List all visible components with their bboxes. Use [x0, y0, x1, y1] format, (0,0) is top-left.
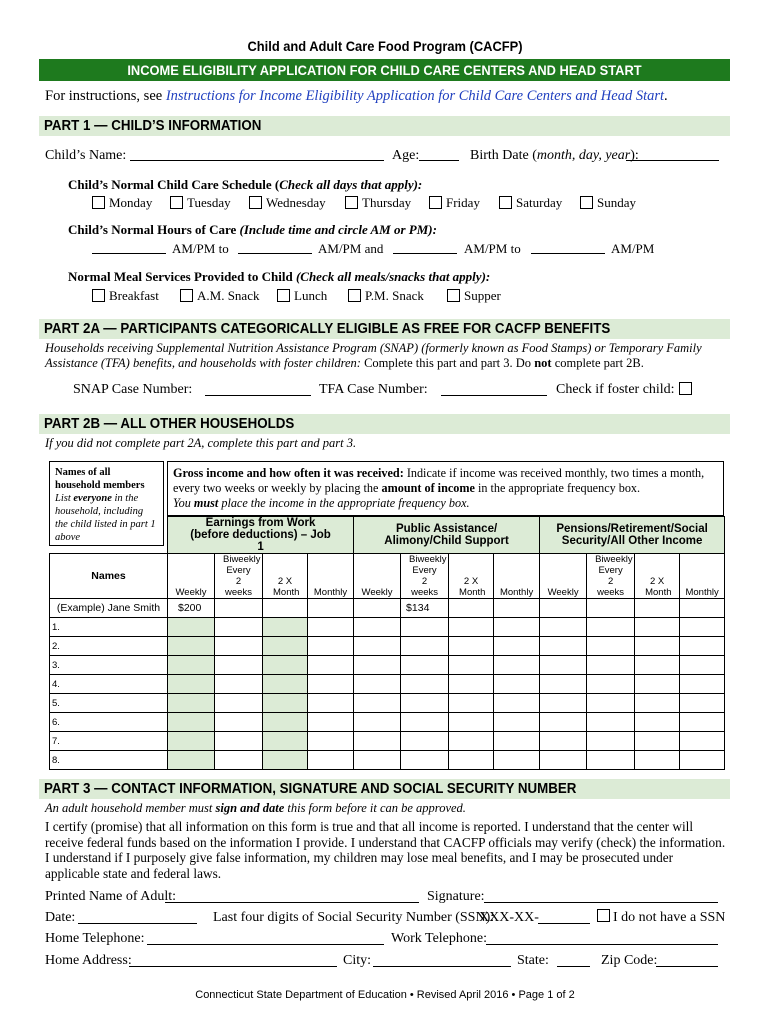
hours-part-3: AM/PM to	[464, 241, 521, 256]
day-thursday[interactable]: Thursday	[345, 195, 411, 211]
row-number[interactable]: 1.	[50, 618, 168, 637]
part3-note: An adult household member must sign and date this form before it can be approved.	[45, 801, 466, 815]
freq-weekly-2: Weekly	[354, 554, 401, 599]
income-cell[interactable]	[449, 618, 494, 637]
income-cell[interactable]	[168, 656, 215, 675]
snap-label: SNAP Case Number:	[73, 382, 193, 397]
income-cell[interactable]	[494, 618, 540, 637]
day-wednesday[interactable]: Wednesday	[249, 195, 326, 211]
income-cell[interactable]	[354, 751, 401, 770]
income-cell[interactable]	[263, 637, 308, 656]
income-cell[interactable]	[215, 732, 263, 751]
zip-field[interactable]	[656, 953, 718, 967]
income-cell[interactable]	[680, 732, 725, 751]
hours-label: Child’s Normal Hours of Care (Include time and circle AM or PM):	[68, 222, 437, 237]
income-cell[interactable]	[308, 618, 354, 637]
income-cell[interactable]	[168, 713, 215, 732]
income-cell[interactable]	[354, 675, 401, 694]
day-tuesday[interactable]: Tuesday	[170, 195, 231, 211]
income-cell[interactable]	[354, 694, 401, 713]
income-cell[interactable]	[635, 637, 680, 656]
income-cell[interactable]	[449, 675, 494, 694]
example-earnings-weekly: $200	[168, 599, 215, 618]
day-sunday[interactable]: Sunday	[580, 195, 636, 211]
row-number[interactable]: 5.	[50, 694, 168, 713]
income-cell[interactable]	[308, 656, 354, 675]
birth-date-label: Birth Date (month, day, year):	[470, 148, 639, 163]
freq-monthly-1: Monthly	[308, 554, 354, 599]
home-address-label: Home Address:	[45, 953, 132, 968]
meal-breakfast[interactable]: Breakfast	[92, 288, 159, 304]
table-row	[50, 694, 725, 713]
income-cell[interactable]	[587, 637, 635, 656]
income-cell[interactable]	[449, 656, 494, 675]
foster-checkbox[interactable]	[679, 382, 692, 395]
income-cell[interactable]	[263, 618, 308, 637]
table-row	[50, 618, 725, 637]
birth-date-field[interactable]	[626, 147, 719, 161]
childs-name-field[interactable]	[130, 147, 384, 161]
income-cell[interactable]	[540, 656, 587, 675]
income-cell[interactable]	[263, 694, 308, 713]
income-cell[interactable]	[308, 751, 354, 770]
row-number[interactable]: 6.	[50, 713, 168, 732]
income-cell[interactable]	[494, 694, 540, 713]
row-number[interactable]: 2.	[50, 637, 168, 656]
income-cell[interactable]	[680, 618, 725, 637]
hours-start-field[interactable]	[92, 240, 166, 254]
date-field[interactable]	[78, 910, 197, 924]
income-cell[interactable]	[540, 713, 587, 732]
breakfast-checkbox[interactable]	[92, 289, 105, 302]
part2a-description: Households receiving Supplemental Nutrition Assistance Program (SNAP) (formerly known as Food Stamps) or Temporary Family Assistance (TFA) benefits, and households with foster children: Complete this part and part 3. Do not complete part 2B.	[45, 341, 702, 370]
monday-checkbox[interactable]	[92, 196, 105, 209]
day-saturday[interactable]: Saturday	[499, 195, 562, 211]
income-cell[interactable]	[168, 732, 215, 751]
income-cell[interactable]	[680, 751, 725, 770]
home-address-field[interactable]	[129, 953, 337, 967]
income-cell[interactable]	[449, 732, 494, 751]
income-cell[interactable]	[308, 713, 354, 732]
day-friday[interactable]: Friday	[429, 195, 480, 211]
income-cell[interactable]	[449, 694, 494, 713]
income-cell[interactable]	[263, 732, 308, 751]
part2b-note: If you did not complete part 2A, complete this part and part 3.	[45, 436, 357, 450]
childs-name-label: Child’s Name:	[45, 148, 127, 163]
meal-am-snack[interactable]: A.M. Snack	[180, 288, 259, 304]
hours-part-4: AM/PM	[611, 241, 655, 256]
table-row	[50, 675, 725, 694]
freq-2x-2: 2 X Month	[449, 554, 494, 599]
part3-heading: PART 3 — CONTACT INFORMATION, SIGNATURE AND SOCIAL SECURITY NUMBER	[39, 779, 730, 799]
income-cell[interactable]	[635, 656, 680, 675]
ssn-field[interactable]	[538, 910, 590, 924]
tuesday-checkbox[interactable]	[170, 196, 183, 209]
income-cell[interactable]	[308, 675, 354, 694]
income-cell[interactable]	[308, 694, 354, 713]
printed-name-field[interactable]	[165, 889, 419, 903]
income-cell[interactable]	[587, 732, 635, 751]
income-cell[interactable]	[308, 732, 354, 751]
income-cell[interactable]	[401, 694, 449, 713]
income-cell[interactable]	[680, 713, 725, 732]
saturday-checkbox[interactable]	[499, 196, 512, 209]
day-monday[interactable]: Monday	[92, 195, 152, 211]
income-cell[interactable]	[540, 618, 587, 637]
hours-end-field[interactable]	[238, 240, 312, 254]
instructions-link[interactable]: Instructions for Income Eligibility Application for Child Care Centers and Head Start	[165, 88, 665, 104]
snap-field[interactable]	[205, 382, 311, 396]
income-cell[interactable]	[635, 751, 680, 770]
income-cell[interactable]	[354, 713, 401, 732]
income-cell[interactable]	[401, 713, 449, 732]
freq-weekly-3: Weekly	[540, 554, 587, 599]
income-cell[interactable]	[494, 732, 540, 751]
no-ssn-checkbox[interactable]	[597, 909, 610, 922]
pm-snack-checkbox[interactable]	[348, 289, 361, 302]
income-cell[interactable]	[215, 675, 263, 694]
income-cell[interactable]	[494, 713, 540, 732]
form-title: Child and Adult Care Food Program (CACFP)	[247, 38, 523, 54]
date-label: Date:	[45, 910, 76, 925]
income-cell[interactable]	[540, 751, 587, 770]
row-number[interactable]: 7.	[50, 732, 168, 751]
hours-part-2: AM/PM and	[318, 241, 384, 256]
income-cell[interactable]	[168, 675, 215, 694]
part1-heading: PART 1 — CHILD’S INFORMATION	[39, 116, 730, 136]
income-cell[interactable]	[354, 618, 401, 637]
income-table	[49, 516, 725, 770]
example-assist-biweekly: $134	[401, 599, 449, 618]
income-cell[interactable]	[680, 694, 725, 713]
income-cell[interactable]	[635, 713, 680, 732]
table-row	[50, 656, 725, 675]
hours-part-1: AM/PM to	[172, 241, 229, 256]
group-assistance: Public Assistance/ Alimony/Child Support	[354, 517, 540, 554]
part2a-heading: PART 2A — PARTICIPANTS CATEGORICALLY ELIGIBLE AS FREE FOR CACFP BENEFITS	[39, 319, 730, 339]
ssn-label: Last four digits of Social Security Number (SSN):	[213, 910, 495, 925]
work-phone-label: Work Telephone:	[391, 931, 487, 946]
income-cell[interactable]	[680, 637, 725, 656]
table-row	[50, 751, 725, 770]
table-row	[50, 637, 725, 656]
ssn-prefix: XXX-XX-	[479, 910, 539, 925]
income-cell[interactable]	[635, 732, 680, 751]
supper-checkbox[interactable]	[447, 289, 460, 302]
income-cell[interactable]	[354, 732, 401, 751]
thursday-checkbox[interactable]	[345, 196, 358, 209]
income-cell[interactable]	[540, 675, 587, 694]
income-cell[interactable]	[635, 675, 680, 694]
age-field[interactable]	[419, 147, 459, 161]
table-row	[50, 713, 725, 732]
income-cell[interactable]	[540, 637, 587, 656]
hours-end2-field[interactable]	[531, 240, 605, 254]
age-label: Age:	[392, 148, 420, 163]
income-cell[interactable]	[215, 656, 263, 675]
city-field[interactable]	[373, 953, 511, 967]
printed-name-label: Printed Name of Adult:	[45, 889, 177, 904]
freq-biweekly-2: Biweekly Every 2 weeks	[401, 554, 449, 599]
foster-label: Check if foster child:	[556, 382, 675, 397]
zip-label: Zip Code:	[601, 953, 658, 968]
income-cell[interactable]	[635, 618, 680, 637]
lunch-checkbox[interactable]	[277, 289, 290, 302]
certification-text: I certify (promise) that all information on this form is true and that all income is reported. I understand that the center will receive federal funds based on the information I provide. I understand that CACFP officials may verify (check) the information. I understand if I purposely give false information, my children may lose meal benefits, and I may be prosecuted under applicable state and federal laws.	[45, 819, 726, 881]
income-cell[interactable]	[587, 751, 635, 770]
income-cell[interactable]	[401, 675, 449, 694]
group-pensions: Pensions/Retirement/Social Security/All Other Income	[540, 517, 725, 554]
meals-label: Normal Meal Services Provided to Child (Check all meals/snacks that apply):	[68, 269, 491, 284]
income-cell[interactable]	[354, 637, 401, 656]
names-col-header: Names	[50, 554, 168, 599]
income-cell[interactable]	[168, 637, 215, 656]
income-cell[interactable]	[215, 694, 263, 713]
income-cell[interactable]	[494, 656, 540, 675]
meal-supper[interactable]: Supper	[447, 288, 501, 304]
income-cell[interactable]	[587, 713, 635, 732]
freq-biweekly-1: Biweekly Every 2 weeks	[215, 554, 263, 599]
row-number[interactable]: 4.	[50, 675, 168, 694]
income-cell[interactable]	[540, 694, 587, 713]
row-number[interactable]: 8.	[50, 751, 168, 770]
income-cell[interactable]	[263, 751, 308, 770]
income-cell[interactable]	[168, 694, 215, 713]
hours-start2-field[interactable]	[393, 240, 457, 254]
income-cell[interactable]	[494, 751, 540, 770]
part2b-heading: PART 2B — ALL OTHER HOUSEHOLDS	[39, 414, 730, 434]
no-ssn-label: I do not have a SSN	[613, 910, 726, 925]
corner-cell	[50, 517, 168, 554]
income-cell[interactable]	[168, 618, 215, 637]
income-cell[interactable]	[401, 618, 449, 637]
income-cell[interactable]	[263, 675, 308, 694]
freq-monthly-3: Monthly	[680, 554, 725, 599]
income-cell[interactable]	[215, 637, 263, 656]
income-cell[interactable]	[263, 656, 308, 675]
row-number[interactable]: 3.	[50, 656, 168, 675]
income-cell[interactable]	[449, 637, 494, 656]
freq-monthly-2: Monthly	[494, 554, 540, 599]
income-cell[interactable]	[494, 675, 540, 694]
city-label: City:	[343, 953, 372, 968]
income-cell[interactable]	[354, 656, 401, 675]
income-cell[interactable]	[401, 732, 449, 751]
work-phone-field[interactable]	[486, 931, 718, 945]
income-cell[interactable]	[401, 637, 449, 656]
sunday-checkbox[interactable]	[580, 196, 593, 209]
example-row	[50, 599, 725, 618]
form-banner: INCOME ELIGIBILITY APPLICATION FOR CHILD CARE CENTERS AND HEAD START	[39, 59, 730, 81]
tfa-field[interactable]	[441, 382, 547, 396]
home-phone-field[interactable]	[147, 931, 384, 945]
income-cell[interactable]	[401, 656, 449, 675]
income-cell[interactable]	[168, 751, 215, 770]
wednesday-checkbox[interactable]	[249, 196, 262, 209]
schedule-label: Child’s Normal Child Care Schedule (Check all days that apply):	[68, 177, 423, 192]
tfa-label: TFA Case Number:	[319, 382, 428, 397]
income-cell[interactable]	[494, 637, 540, 656]
signature-field[interactable]	[484, 889, 718, 903]
freq-weekly-1: Weekly	[168, 554, 215, 599]
income-cell[interactable]	[680, 656, 725, 675]
income-cell[interactable]	[680, 675, 725, 694]
income-cell[interactable]	[635, 694, 680, 713]
group-earnings: Earnings from Work (before deductions) – Job 1	[168, 517, 354, 554]
income-cell[interactable]	[587, 675, 635, 694]
home-phone-label: Home Telephone:	[45, 931, 145, 946]
friday-checkbox[interactable]	[429, 196, 442, 209]
income-cell[interactable]	[215, 618, 263, 637]
am-snack-checkbox[interactable]	[180, 289, 193, 302]
income-cell[interactable]	[215, 713, 263, 732]
income-cell[interactable]	[215, 751, 263, 770]
meal-lunch[interactable]: Lunch	[277, 288, 327, 304]
meal-pm-snack[interactable]: P.M. Snack	[348, 288, 424, 304]
example-name: (Example) Jane Smith	[50, 599, 168, 618]
income-cell[interactable]	[401, 751, 449, 770]
names-info-box: Names of all household members List everyone in the household, including the child listed in part 1 above	[49, 461, 164, 546]
income-cell[interactable]	[587, 656, 635, 675]
income-cell[interactable]	[449, 713, 494, 732]
income-cell[interactable]	[587, 618, 635, 637]
instructions-line: For instructions, see Instructions for Income Eligibility Application for Child Care Centers and Head Start.	[45, 88, 668, 104]
table-row	[50, 732, 725, 751]
freq-2x-1: 2 X Month	[263, 554, 308, 599]
footer: Connecticut State Department of Education • Revised April 2016 • Page 1 of 2	[195, 989, 575, 1001]
income-cell[interactable]	[308, 637, 354, 656]
income-cell[interactable]	[263, 713, 308, 732]
income-cell[interactable]	[540, 732, 587, 751]
freq-biweekly-3: Biweekly Every 2 weeks	[587, 554, 635, 599]
income-cell[interactable]	[449, 751, 494, 770]
freq-2x-3: 2 X Month	[635, 554, 680, 599]
signature-label: Signature:	[427, 889, 485, 904]
gross-income-box: Gross income and how often it was received: Indicate if income was received monthly, two times a month, every two weeks or weekly by placing the amount of income in the appropriate frequency box. You must place the income in the appropriate frequency box.	[167, 461, 724, 516]
state-field[interactable]	[557, 953, 590, 967]
state-label: State:	[517, 953, 549, 968]
income-cell[interactable]	[587, 694, 635, 713]
